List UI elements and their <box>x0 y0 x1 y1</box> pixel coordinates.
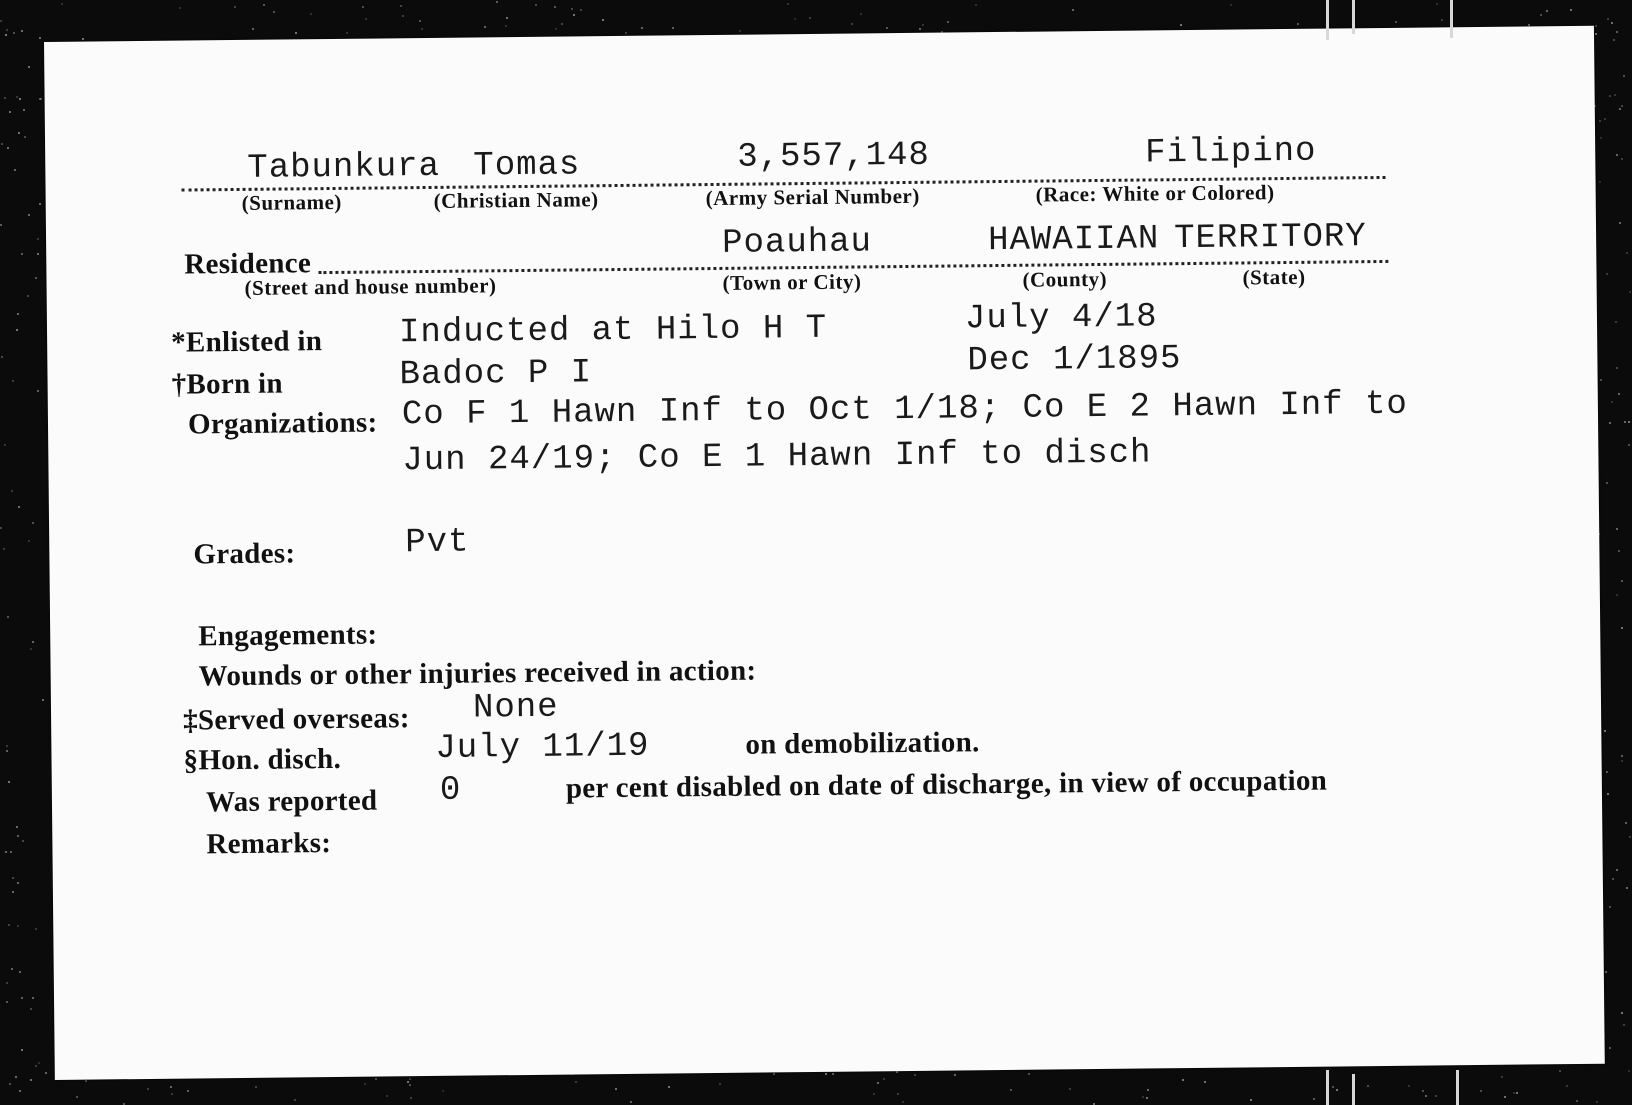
film-speck <box>794 18 796 20</box>
film-speck <box>12 891 14 893</box>
film-speck <box>919 28 921 30</box>
film-speck <box>1599 120 1601 122</box>
born-label-row <box>171 368 283 402</box>
film-speck <box>1628 444 1630 446</box>
film-speck <box>1600 379 1602 381</box>
film-speck <box>1069 1088 1071 1090</box>
film-speck <box>1609 95 1611 97</box>
film-speck <box>1615 321 1617 323</box>
film-speck <box>1570 9 1572 11</box>
film-speck <box>832 1073 834 1075</box>
film-speck <box>273 11 275 13</box>
film-speck <box>1576 1100 1578 1102</box>
discharge-suffix: on demobilization. <box>745 726 980 761</box>
film-speck <box>407 1081 409 1083</box>
film-speck <box>719 1083 721 1085</box>
enlisted-label-row <box>171 325 322 360</box>
film-speck <box>1182 1079 1184 1081</box>
film-speck <box>922 24 924 26</box>
film-speck <box>252 28 254 30</box>
film-speck <box>17 925 19 927</box>
film-speck <box>947 21 949 23</box>
film-speck <box>21 253 23 255</box>
film-speck <box>1336 1089 1338 1091</box>
street-caption: (Street and house number) <box>244 273 497 300</box>
christian-name-value: Tomas <box>473 146 581 186</box>
surname-value: Tabunkura <box>247 147 441 188</box>
film-speck <box>1616 869 1618 871</box>
service-record-card <box>44 26 1605 1080</box>
film-speck <box>1230 4 1232 6</box>
film-speck <box>17 313 19 315</box>
film-speck <box>409 1084 411 1086</box>
film-speck <box>7 147 9 149</box>
born-value: Badoc P I <box>399 354 593 395</box>
film-speck <box>1332 1086 1334 1088</box>
film-speck <box>263 4 265 6</box>
film-speck <box>1629 836 1631 838</box>
film-speck <box>1010 1089 1012 1091</box>
christian-name-caption: (Christian Name) <box>433 187 599 213</box>
film-speck <box>9 1083 11 1085</box>
film-speck <box>1480 1090 1482 1092</box>
film-speck <box>1625 822 1627 824</box>
film-speck <box>1621 105 1623 107</box>
film-speck <box>76 1096 78 1098</box>
film-speck <box>1606 273 1608 275</box>
film-speck <box>625 32 627 34</box>
film-speck <box>19 971 21 973</box>
film-speck <box>1621 158 1623 160</box>
film-speck <box>82 38 84 40</box>
film-speck <box>24 136 26 138</box>
overseas-label-row <box>183 702 410 737</box>
film-speck <box>7 616 9 618</box>
film-speck <box>17 835 19 837</box>
film-speck <box>1626 887 1628 889</box>
film-speck <box>1408 1085 1410 1087</box>
film-speck <box>860 13 862 15</box>
discharge-label: Hon. disch. <box>198 742 342 777</box>
county-value: HAWAIIAN <box>987 220 1160 261</box>
film-speck <box>573 14 575 16</box>
film-speck <box>554 6 556 8</box>
county-caption: (County) <box>1022 266 1108 292</box>
film-speck <box>10 851 12 853</box>
film-speck <box>1313 1098 1315 1100</box>
organizations-line-1: Co F 1 Hawn Inf to Oct 1/18; Co E 2 Hawn Inf to <box>401 385 1409 435</box>
film-speck <box>1093 1103 1095 1105</box>
film-speck <box>9 111 11 113</box>
town-caption: (Town or City) <box>722 269 862 295</box>
film-speck <box>668 1086 670 1088</box>
film-speck <box>1204 1081 1206 1083</box>
film-speck <box>602 19 604 21</box>
film-speck <box>975 4 977 6</box>
film-speck <box>1367 1085 1369 1087</box>
film-speck <box>11 490 13 492</box>
film-speck <box>39 203 41 205</box>
film-speck <box>16 96 18 98</box>
film-speck <box>421 28 423 30</box>
film-speck <box>1600 137 1602 139</box>
film-speck <box>1604 118 1606 120</box>
film-speck <box>877 1082 879 1084</box>
disability-label: Was reported <box>205 784 378 819</box>
disability-suffix: per cent disabled on date of discharge, in view of occupation <box>565 764 1328 805</box>
film-speck <box>897 1093 899 1095</box>
film-speck <box>883 1078 885 1080</box>
film-speck <box>19 1090 21 1092</box>
film-speck <box>13 32 15 34</box>
film-speck <box>1028 1073 1030 1075</box>
film-speck <box>954 1074 956 1076</box>
film-speck <box>442 1090 444 1092</box>
film-speck <box>1611 22 1613 24</box>
film-speck <box>8 924 10 926</box>
film-speck <box>6 1001 8 1003</box>
film-edge-mark <box>1326 1070 1329 1105</box>
film-speck <box>1609 1047 1611 1049</box>
film-speck <box>32 641 34 643</box>
film-edge-mark <box>1456 1070 1459 1105</box>
film-speck <box>6 29 8 31</box>
film-speck <box>61 3 63 5</box>
film-speck <box>38 1062 40 1064</box>
film-speck <box>1616 154 1618 156</box>
film-speck <box>1623 75 1625 77</box>
born-date: Dec 1/1895 <box>967 340 1182 381</box>
wounds-label: Wounds or other injuries received in action: <box>198 654 757 693</box>
film-speck <box>28 540 30 542</box>
film-speck <box>580 9 582 11</box>
discharge-symbol: § <box>183 744 199 777</box>
film-speck <box>364 1083 366 1085</box>
film-speck <box>1422 1090 1424 1092</box>
film-speck <box>630 1101 632 1103</box>
film-speck <box>1614 94 1616 96</box>
film-speck <box>37 390 39 392</box>
film-speck <box>1616 31 1618 33</box>
film-speck <box>1559 1070 1561 1072</box>
enlisted-label: Enlisted in <box>185 325 323 359</box>
film-speck <box>19 98 21 100</box>
film-speck <box>825 1073 827 1075</box>
race-caption: (Race: White or Colored) <box>1035 180 1275 207</box>
film-speck <box>739 30 741 32</box>
film-speck <box>1516 1092 1518 1094</box>
overseas-label: Served overseas: <box>197 702 410 737</box>
film-speck <box>1612 878 1614 880</box>
discharge-date: July 11/19 <box>435 727 650 768</box>
film-speck <box>1596 1101 1598 1103</box>
film-speck <box>1297 23 1299 25</box>
film-speck <box>12 877 14 879</box>
film-speck <box>35 1065 37 1067</box>
film-speck <box>902 1101 904 1103</box>
film-speck <box>6 750 8 752</box>
film-speck <box>851 23 853 25</box>
state-value: TERRITORY <box>1173 218 1367 259</box>
film-speck <box>4 97 6 99</box>
film-speck <box>39 37 41 39</box>
film-speck <box>0 20 2 22</box>
film-speck <box>1618 550 1620 552</box>
film-speck <box>787 3 789 5</box>
film-speck <box>294 1099 296 1101</box>
film-speck <box>1501 1076 1503 1078</box>
serial-number-value: 3,557,148 <box>737 136 931 177</box>
film-speck <box>1606 771 1608 773</box>
film-speck <box>37 238 39 240</box>
film-speck <box>1621 580 1623 582</box>
film-speck <box>1619 108 1621 110</box>
film-speck <box>1607 793 1609 795</box>
film-speck <box>1436 3 1438 5</box>
serial-number-caption: (Army Serial Number) <box>705 183 920 211</box>
film-speck <box>14 169 16 171</box>
film-speck <box>295 32 297 34</box>
film-speck <box>1566 1085 1568 1087</box>
film-speck <box>386 1095 388 1097</box>
film-speck <box>615 1088 617 1090</box>
film-speck <box>16 329 18 331</box>
film-speck <box>1607 18 1609 20</box>
overseas-symbol: ‡ <box>182 704 199 737</box>
film-speck <box>1616 594 1618 596</box>
film-speck <box>1 356 3 358</box>
film-speck <box>27 295 29 297</box>
film-speck <box>0 224 2 226</box>
film-speck <box>1441 19 1443 21</box>
film-speck <box>641 27 643 29</box>
film-speck <box>346 32 348 34</box>
film-speck <box>1 143 3 145</box>
film-speck <box>5 851 7 853</box>
born-symbol: † <box>171 368 187 401</box>
film-speck <box>30 1079 32 1081</box>
discharge-label-row <box>183 743 341 778</box>
film-speck <box>1629 291 1631 293</box>
film-speck <box>1609 422 1611 424</box>
film-speck <box>147 1088 149 1090</box>
film-speck <box>22 840 24 842</box>
film-speck <box>1621 760 1623 762</box>
film-speck <box>506 17 508 19</box>
film-speck <box>32 997 34 999</box>
film-speck <box>23 109 25 111</box>
film-speck <box>4 444 6 446</box>
film-speck <box>35 928 37 930</box>
film-speck <box>171 1093 173 1095</box>
film-speck <box>1628 1070 1630 1072</box>
film-speck <box>16 826 18 828</box>
film-speck <box>410 1097 412 1099</box>
film-speck <box>1599 181 1601 183</box>
film-speck <box>1425 1095 1427 1097</box>
film-speck <box>35 277 37 279</box>
film-speck <box>1616 367 1618 369</box>
film-speck <box>1606 482 1608 484</box>
film-edge-mark <box>1450 0 1453 38</box>
film-speck <box>187 1090 189 1092</box>
film-speck <box>1146 1097 1148 1099</box>
film-speck <box>1628 421 1630 423</box>
enlisted-symbol: * <box>170 326 187 359</box>
film-speck <box>409 1078 411 1080</box>
grades-value: Pvt <box>405 523 470 563</box>
organizations-line-2: Jun 24/19; Co E 1 Hawn Inf to disch <box>402 434 1152 481</box>
film-speck <box>1618 393 1620 395</box>
film-speck <box>1595 25 1597 27</box>
organizations-label: Organizations: <box>187 406 378 441</box>
residence-label: Residence <box>184 247 312 281</box>
film-speck <box>400 5 402 7</box>
film-speck <box>12 380 14 382</box>
film-speck <box>1609 906 1611 908</box>
film-speck <box>15 1076 17 1078</box>
film-speck <box>255 1086 257 1088</box>
film-speck <box>1619 222 1621 224</box>
film-speck <box>45 1072 47 1074</box>
film-speck <box>873 1093 875 1095</box>
film-speck <box>11 968 13 970</box>
film-speck <box>672 27 674 29</box>
race-value: Filipino <box>1145 132 1317 173</box>
film-speck <box>1604 730 1606 732</box>
film-speck <box>3 548 5 550</box>
film-speck <box>1395 21 1397 23</box>
film-speck <box>886 27 888 29</box>
film-speck <box>914 1074 916 1076</box>
film-speck <box>42 699 44 701</box>
film-speck <box>1626 252 1628 254</box>
film-speck <box>1623 1024 1625 1026</box>
film-speck <box>1513 1092 1515 1094</box>
film-speck <box>17 882 19 884</box>
film-speck <box>18 132 20 134</box>
film-speck <box>484 26 486 28</box>
film-speck <box>555 28 557 30</box>
film-speck <box>6 982 8 984</box>
film-speck <box>85 1080 87 1082</box>
film-speck <box>375 1078 377 1080</box>
film-speck <box>1595 33 1597 35</box>
film-speck <box>505 25 507 27</box>
film-speck <box>402 15 404 17</box>
film-speck <box>1250 1099 1252 1101</box>
remarks-label: Remarks: <box>206 827 332 861</box>
film-speck <box>1621 755 1623 757</box>
film-speck <box>310 13 312 15</box>
film-speck <box>1621 627 1623 629</box>
overseas-value: None <box>472 688 559 728</box>
film-speck <box>535 4 537 6</box>
film-speck <box>1611 401 1613 403</box>
film-speck <box>1072 9 1074 11</box>
film-speck <box>28 66 30 68</box>
film-speck <box>21 1049 23 1051</box>
state-caption: (State) <box>1242 264 1306 290</box>
film-speck <box>32 522 34 524</box>
film-speck <box>8 781 10 783</box>
film-speck <box>234 6 236 8</box>
film-speck <box>37 253 39 255</box>
town-value: Poauhau <box>721 223 873 263</box>
disability-value: 0 <box>439 771 462 810</box>
film-speck <box>571 8 573 10</box>
film-speck <box>1613 39 1615 41</box>
film-speck <box>179 7 181 9</box>
film-speck <box>773 1073 775 1075</box>
born-label: Born in <box>186 367 283 401</box>
film-speck <box>1142 1096 1144 1098</box>
film-speck <box>496 1 498 3</box>
film-speck <box>170 1086 172 1088</box>
surname-caption: (Surname) <box>241 189 342 215</box>
film-speck <box>1605 971 1607 973</box>
film-speck <box>1147 1089 1149 1091</box>
film-speck <box>28 214 30 216</box>
film-speck <box>21 997 23 999</box>
film-speck <box>6 745 8 747</box>
film-speck <box>575 1081 577 1083</box>
film-speck <box>1180 24 1182 26</box>
film-speck <box>1504 1096 1506 1098</box>
engagements-label: Engagements: <box>198 618 378 653</box>
film-speck <box>21 30 23 32</box>
film-speck <box>18 506 20 508</box>
film-edge-mark <box>1352 1074 1355 1105</box>
film-speck <box>30 1008 32 1010</box>
film-speck <box>1540 14 1542 16</box>
film-speck <box>419 20 421 22</box>
film-speck <box>5 34 7 36</box>
enlisted-date: July 4/18 <box>964 298 1158 339</box>
enlisted-value: Inducted at Hilo H T <box>398 309 828 353</box>
film-speck <box>1528 24 1530 26</box>
film-speck <box>30 648 32 650</box>
grades-label: Grades: <box>193 537 296 571</box>
film-speck <box>1621 1012 1623 1014</box>
film-edge-mark <box>1352 0 1355 34</box>
film-speck <box>809 17 811 19</box>
film-speck <box>362 6 364 8</box>
film-speck <box>0 527 2 529</box>
film-speck <box>1616 528 1618 530</box>
film-speck <box>365 18 367 20</box>
film-speck <box>1624 421 1626 423</box>
film-speck <box>1435 1095 1437 1097</box>
film-speck <box>561 23 563 25</box>
film-speck <box>1546 10 1548 12</box>
film-edge-mark <box>1326 0 1329 40</box>
